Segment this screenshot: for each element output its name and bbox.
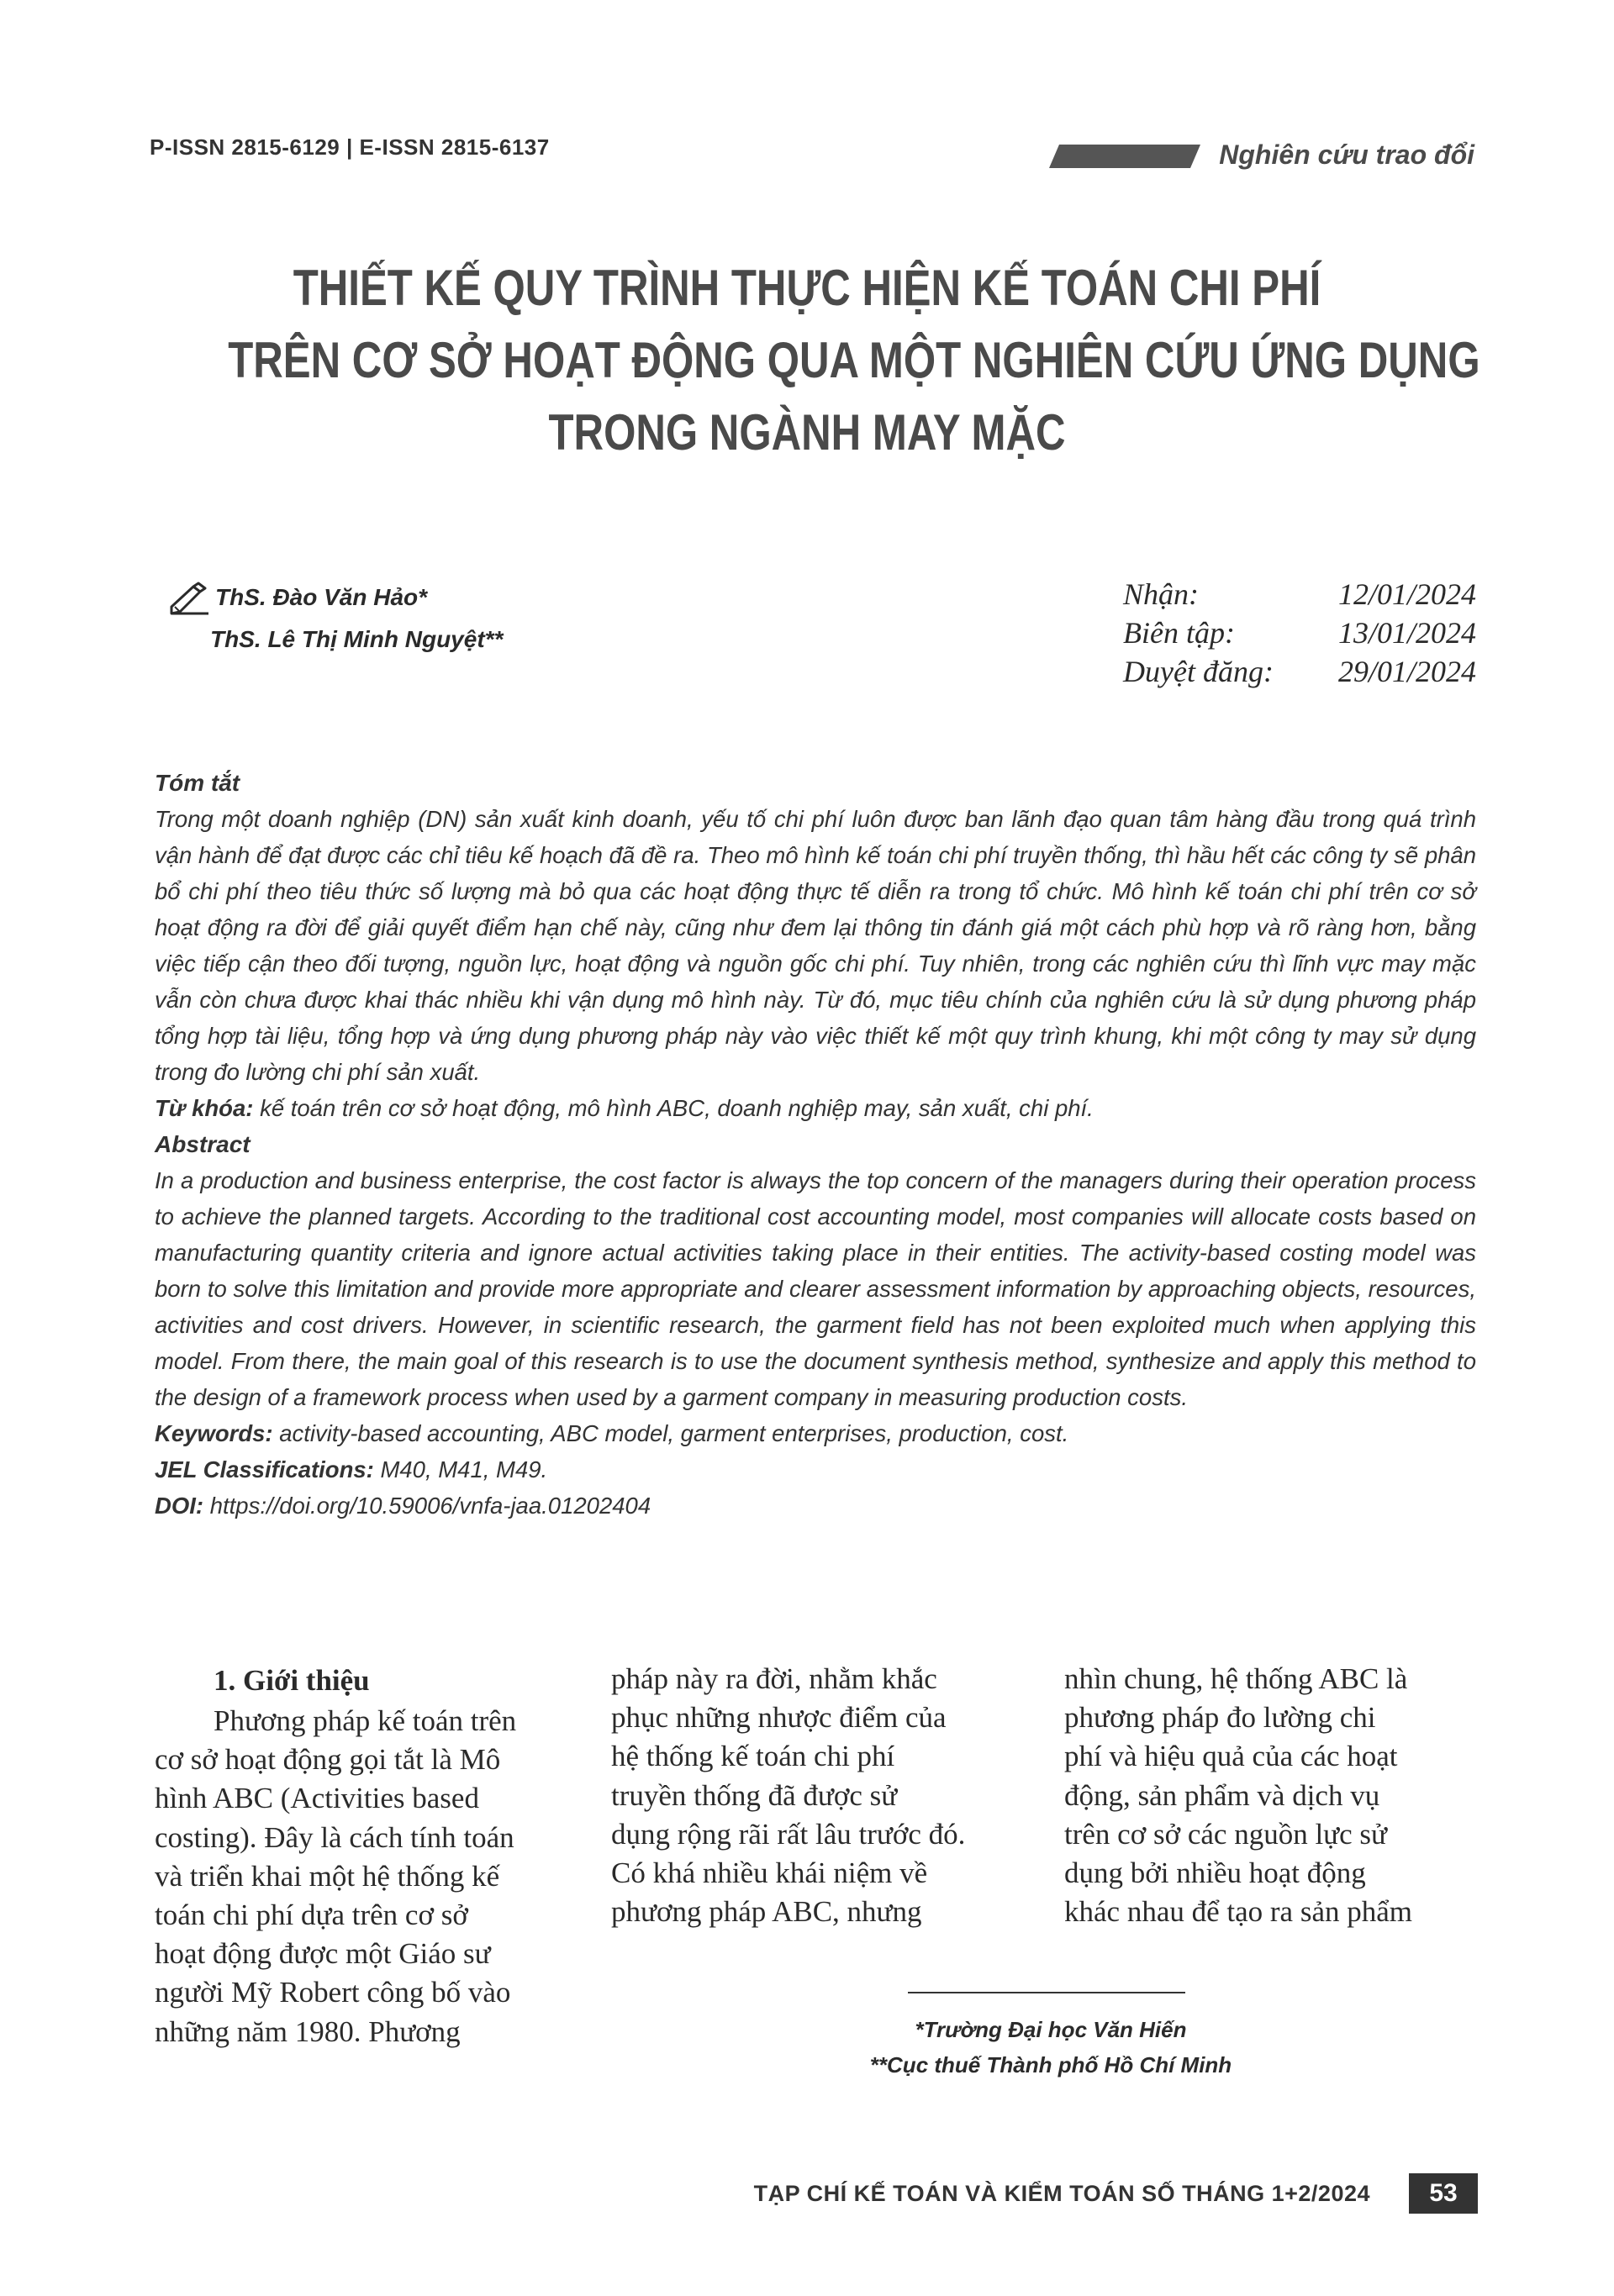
title-line-2: TRÊN CƠ SỞ HOẠT ĐỘNG QUA MỘT NGHIÊN CỨU ỨNG DỤNG xyxy=(228,332,1480,388)
section-bar xyxy=(1049,145,1200,168)
col1-line: và triển khai một hệ thống kế xyxy=(155,1859,500,1893)
col1-line: hình ABC (Activities based xyxy=(155,1782,479,1815)
summary-keywords-text: kế toán trên cơ sở hoạt động, mô hình ABC, doanh nghiệp may, sản xuất, chi phí. xyxy=(260,1095,1094,1121)
received-label: Nhận: xyxy=(1123,577,1199,611)
summary-keywords-label: Từ khóa: xyxy=(155,1095,254,1121)
col1-line: cơ sở hoạt động gọi tắt là Mô xyxy=(155,1743,501,1777)
section-label: Nghiên cứu trao đổi xyxy=(1219,140,1474,170)
col1-line: hoạt động được một Giáo sư xyxy=(155,1937,491,1971)
body-column-3 xyxy=(1064,1660,1476,1931)
abstract-keywords-label: Keywords: xyxy=(155,1420,273,1446)
body-column-2 xyxy=(611,1660,1023,1931)
journal-name: TẠP CHÍ KẾ TOÁN VÀ KIỂM TOÁN SỐ THÁNG 1+2/2024 xyxy=(753,2181,1370,2206)
date-accepted-row xyxy=(1123,652,1476,691)
pen-writing-icon xyxy=(168,582,212,615)
accepted-label: Duyệt đăng: xyxy=(1123,655,1274,688)
col1-line: người Mỹ Robert công bố vào xyxy=(155,1976,511,2009)
summary-keywords xyxy=(155,1090,1476,1126)
article-dates xyxy=(1123,575,1476,691)
col2-line: hệ thống kế toán chi phí xyxy=(611,1740,895,1773)
abstract-keywords xyxy=(155,1415,1476,1451)
accepted-date: 29/01/2024 xyxy=(1337,655,1476,688)
received-date: 12/01/2024 xyxy=(1337,577,1476,611)
section-tag xyxy=(1049,140,1486,173)
doi-label: DOI: xyxy=(155,1493,204,1519)
abstract-block xyxy=(155,765,1476,1524)
abstract-text: In a production and business enterprise, the cost factor is always the top concern of the managers during their operation process to achieve the planned targets. According to the traditional cost accounting model, most companies will allocate costs based on manufacturing quantity criteria and ignore actual activities taking place in their entities. The activity-based costing model was born to solve this limitation and provide more appropriate and clearer assessment information by approaching objects, resources, activities and cost drivers. However, in scientific research, the garment field has not been exploited much when applying this model. From there, the main goal of this research is to use the document synthesis method, synthesize and apply this method to the design of a framework process when used by a garment company in measuring production costs. xyxy=(155,1167,1476,1410)
title-line-3: TRONG NGÀNH MAY MẶC xyxy=(548,404,1066,461)
affiliation-1: *Trường Đại học Văn Hiến xyxy=(915,2017,1187,2042)
col3-line: nhìn chung, hệ thống ABC là xyxy=(1064,1662,1408,1695)
abstract-keywords-text: activity-based accounting, ABC model, garment enterprises, production, cost. xyxy=(279,1420,1069,1446)
article-title xyxy=(228,252,1480,469)
jel-label: JEL Classifications: xyxy=(155,1456,374,1482)
col3-line: phí và hiệu quả của các hoạt xyxy=(1064,1740,1398,1773)
journal-footer xyxy=(740,2181,1463,2207)
summary-text: Trong một doanh nghiệp (DN) sản xuất kinh doanh, yếu tố chi phí luôn được ban lãnh đạo quan tâm hàng đầu trong quá trình vận hành để đạt được các chỉ tiêu kế hoạch đã đề ra. Theo mô hình kế toán chi phí truyền thống, thì hầu hết các công ty sẽ phân bổ chi phí theo tiêu thức số lượng mà bỏ qua các hoạt động thực tế diễn ra trong tổ chức. Mô hình kế toán chi phí trên cơ sở hoạt động ra đời để giải quyết điểm hạn chế này, cũng như đem lại thông tin đánh giá một cách phù hợp và rõ ràng hơn, bằng việc tiếp cận theo đối tượng, nguồn lực, hoạt động và nguồn gốc chi phí. Tuy nhiên, trong các nghiên cứu thì lĩnh vực may mặc vẫn còn chưa được khai thác nhiều khi vận dụng mô hình này. Từ đó, mục tiêu chính của nghiên cứu là sử dụng phương pháp tổng hợp tài liệu, tổng hợp và ứng dụng phương pháp này vào việc thiết kế một quy trình khung, khi một công ty may sử dụng trong đo lường chi phí sản xuất. xyxy=(155,806,1476,1085)
edited-date: 13/01/2024 xyxy=(1337,616,1476,650)
col3-line: động, sản phẩm và dịch vụ xyxy=(1064,1778,1380,1812)
date-edited-row xyxy=(1123,613,1476,652)
col2-line: pháp này ra đời, nhằm khắc xyxy=(611,1662,937,1695)
col2-line: dụng rộng rãi rất lâu trước đó. xyxy=(611,1817,966,1851)
col3-line: khác nhau để tạo ra sản phẩm xyxy=(1064,1895,1413,1929)
doi-line xyxy=(155,1488,1476,1524)
col2-line: phương pháp ABC, nhưng xyxy=(611,1895,922,1929)
col2-line: Có khá nhiều khái niệm về xyxy=(611,1856,928,1890)
col3-line: dụng bởi nhiều hoạt động xyxy=(1064,1856,1366,1890)
affiliations xyxy=(757,2012,1345,2083)
col1-line: toán chi phí dựa trên cơ sở xyxy=(155,1898,468,1932)
summary-heading: Tóm tắt xyxy=(155,770,240,796)
page-number: 53 xyxy=(1409,2173,1478,2214)
author-2: ThS. Lê Thị Minh Nguyệt** xyxy=(210,626,504,652)
title-line-1: THIẾT KẾ QUY TRÌNH THỰC HIỆN KẾ TOÁN CHI PHÍ xyxy=(293,260,1321,316)
author-1: ThS. Đào Văn Hảo* xyxy=(215,584,428,610)
abstract-heading: Abstract xyxy=(155,1131,251,1157)
jel-codes: M40, M41, M49. xyxy=(380,1456,548,1482)
body-column-1 xyxy=(155,1660,567,2051)
col1-line: những năm 1980. Phương xyxy=(155,2014,461,2048)
col2-line: phục những nhược điểm của xyxy=(611,1701,947,1735)
col1-line: Phương pháp kế toán trên xyxy=(214,1704,517,1737)
date-received-row xyxy=(1123,575,1476,613)
col3-line: phương pháp đo lường chi xyxy=(1064,1701,1376,1735)
jel-classifications xyxy=(155,1451,1476,1488)
col1-line: costing). Đây là cách tính toán xyxy=(155,1820,514,1854)
footnote-divider xyxy=(908,1992,1185,1993)
edited-label: Biên tập: xyxy=(1123,616,1235,650)
issn-line: P-ISSN 2815-6129 | E-ISSN 2815-6137 xyxy=(150,134,550,160)
col3-line: trên cơ sở các nguồn lực sử xyxy=(1064,1817,1388,1851)
doi-link[interactable]: https://doi.org/10.59006/vnfa-jaa.01202404 xyxy=(209,1493,651,1519)
col2-line: truyền thống đã được sử xyxy=(611,1778,898,1812)
section-heading: 1. Giới thiệu xyxy=(214,1664,370,1697)
affiliation-2: **Cục thuế Thành phố Hồ Chí Minh xyxy=(869,2052,1232,2077)
